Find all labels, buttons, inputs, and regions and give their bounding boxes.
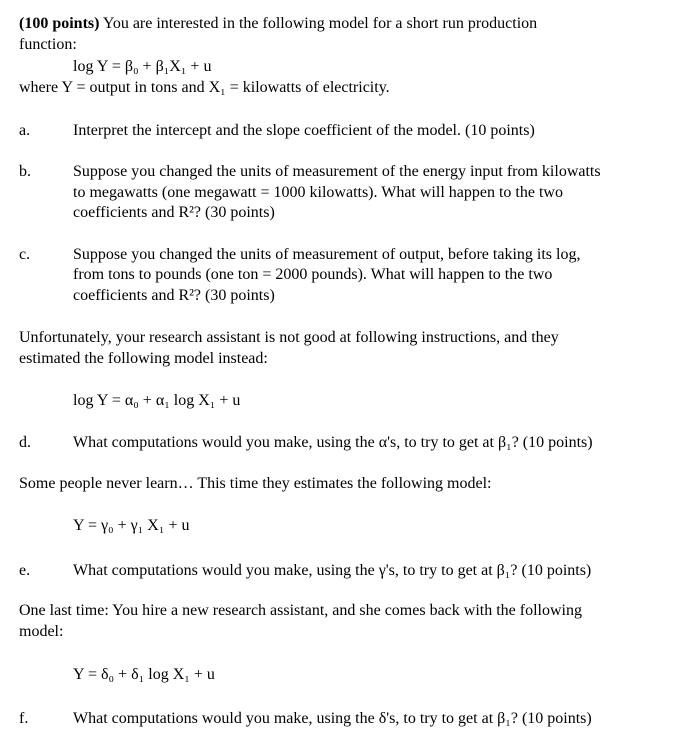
question-d-text: What computations would you make, using the α's, to try to get at β₁? (10 points) — [73, 434, 593, 451]
question-a-text: Interpret the intercept and the slope coefficient of the model. (10 points) — [73, 122, 535, 139]
intro-line-1 — [19, 14, 537, 34]
equation-3: Y = γ₀ + γ₁ X₁ + u — [73, 517, 190, 534]
question-f-text: What computations would you make, using the δ's, to try to get at β₁? (10 points) — [73, 710, 592, 727]
question-e-label: e. — [19, 562, 31, 579]
question-c-line-3: coefficients and R²? (30 points) — [73, 287, 275, 304]
paragraph-3-line-2: model: — [19, 623, 64, 640]
equation-2: log Y = α₀ + α₁ log X₁ + u — [73, 392, 241, 409]
equation-1: log Y = β₀ + β₁X₁ + u — [73, 58, 212, 75]
question-c-line-2: from tons to pounds (one ton = 2000 pounds). What will happen to the two — [73, 266, 553, 283]
paragraph-1-line-2: estimated the following model instead: — [19, 350, 268, 367]
question-a-label: a. — [19, 122, 31, 139]
paragraph-3-line-1: One last time: You hire a new research assistant, and she comes back with the following — [19, 602, 582, 619]
where-clause: where Y = output in tons and X₁ = kilowatts of electricity. — [19, 79, 390, 96]
points-label: (100 points) — [19, 15, 100, 32]
paragraph-2: Some people never learn… This time they estimates the following model: — [19, 475, 492, 492]
question-b-label: b. — [19, 163, 31, 180]
intro-line-2: function: — [19, 36, 77, 53]
paragraph-1-line-1: Unfortunately, your research assistant is not good at following instructions, and they — [19, 329, 559, 346]
question-b-line-1: Suppose you changed the units of measurement of the energy input from kilowatts — [73, 163, 601, 180]
question-f-label: f. — [19, 710, 29, 727]
equation-4: Y = δ₀ + δ₁ log X₁ + u — [73, 666, 215, 683]
intro-text: You are interested in the following model for a short run production — [99, 15, 538, 32]
question-c-label: c. — [19, 246, 31, 263]
question-d-label: d. — [19, 434, 31, 451]
question-c-line-1: Suppose you changed the units of measurement of output, before taking its log, — [73, 246, 581, 263]
question-b-line-3: coefficients and R²? (30 points) — [73, 204, 275, 221]
question-b-line-2: to megawatts (one megawatt = 1000 kilowatts). What will happen to the two — [73, 184, 563, 201]
question-e-text: What computations would you make, using the γ's, to try to get at β₁? (10 points) — [73, 562, 592, 579]
